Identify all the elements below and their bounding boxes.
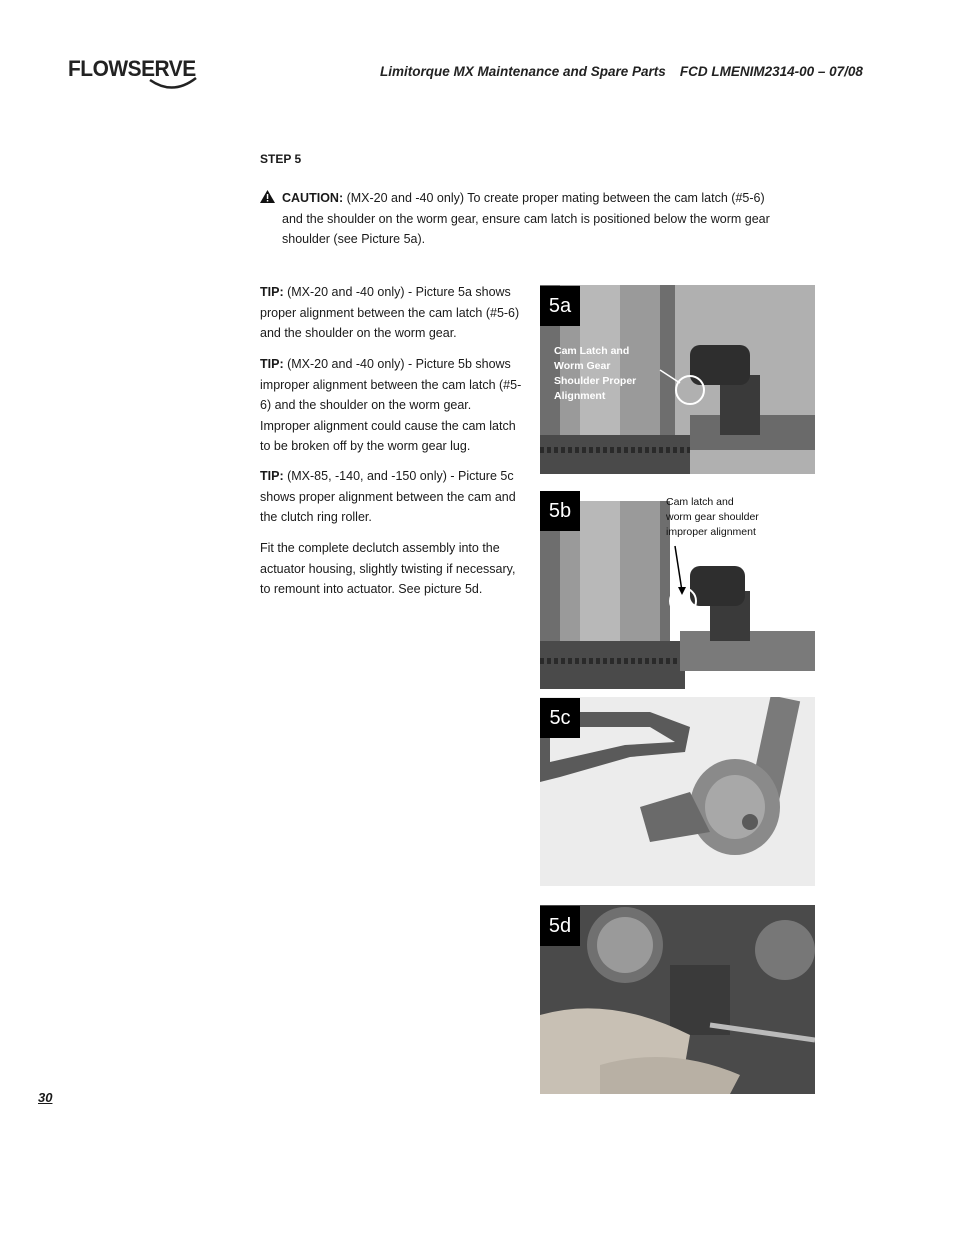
page-number: 30 [38,1090,53,1105]
figure-5d [540,905,815,1094]
figure-label-5d: 5d [540,906,580,946]
tip-label: TIP: [260,469,284,483]
tip-5a [260,282,522,344]
callout-line: Cam latch and [666,496,734,508]
callout-5a [554,344,636,404]
step-heading: STEP 5 [260,152,302,166]
tip-5c [260,466,522,528]
logo-text: FLOWSERVE [68,56,196,81]
figure-5b [540,491,815,689]
callout-line: Shoulder Proper [554,375,637,387]
tip-text: (MX-20 and -40 only) - Picture 5a shows proper alignment between the cam latch (#5-6) and the shoulder on the worm gear. [260,285,520,340]
flowserve-logo [68,52,208,96]
tip-text: (MX-85, -140, and -150 only) - Picture 5c shows proper alignment between the cam and the clutch ring roller. [260,469,516,524]
logo-swoosh-icon [148,74,198,94]
callout-line: improper alignment [666,526,756,538]
photo-5d [540,905,815,1094]
callout-line: worm gear shoulder [666,511,759,523]
tip-label: TIP: [260,357,284,371]
figure-5c [540,697,815,886]
caution-label: CAUTION: [282,191,344,205]
photo-5c [540,697,815,886]
tip-5b [260,354,522,457]
caution-block [260,188,780,250]
figure-5a [540,285,815,474]
figure-label-5a: 5a [540,286,580,326]
callout-line: Worm Gear [554,360,611,372]
document-header [380,64,863,79]
tip-text: (MX-20 and -40 only) - Picture 5b shows improper alignment between the cam latch (#5-6) and the shoulder on the worm gear. Improper alignment could cause the cam latch to be broken off by the worm gear lug. [260,357,522,453]
figure-label-5b: 5b [540,491,580,531]
callout-line: Cam Latch and [554,345,630,357]
caution-text: (MX-20 and -40 only) To create proper mating between the cam latch (#5-6) and the shoulder on the worm gear, ensure cam latch is positioned below the worm gear shoulder (see Picture 5a). [282,191,770,246]
doc-title: Limitorque MX Maintenance and Spare Parts [380,64,666,79]
warning-triangle-icon [260,190,275,203]
callout-5b [666,495,759,540]
figure-label-5c: 5c [540,698,580,738]
instruction-paragraph: Fit the complete declutch assembly into the actuator housing, slightly twisting if necessary, to remount into actuator. See picture 5d. [260,541,516,596]
doc-code: FCD LMENIM2314-00 – 07/08 [679,64,863,79]
tip-label: TIP: [260,285,284,299]
callout-line: Alignment [554,390,606,402]
